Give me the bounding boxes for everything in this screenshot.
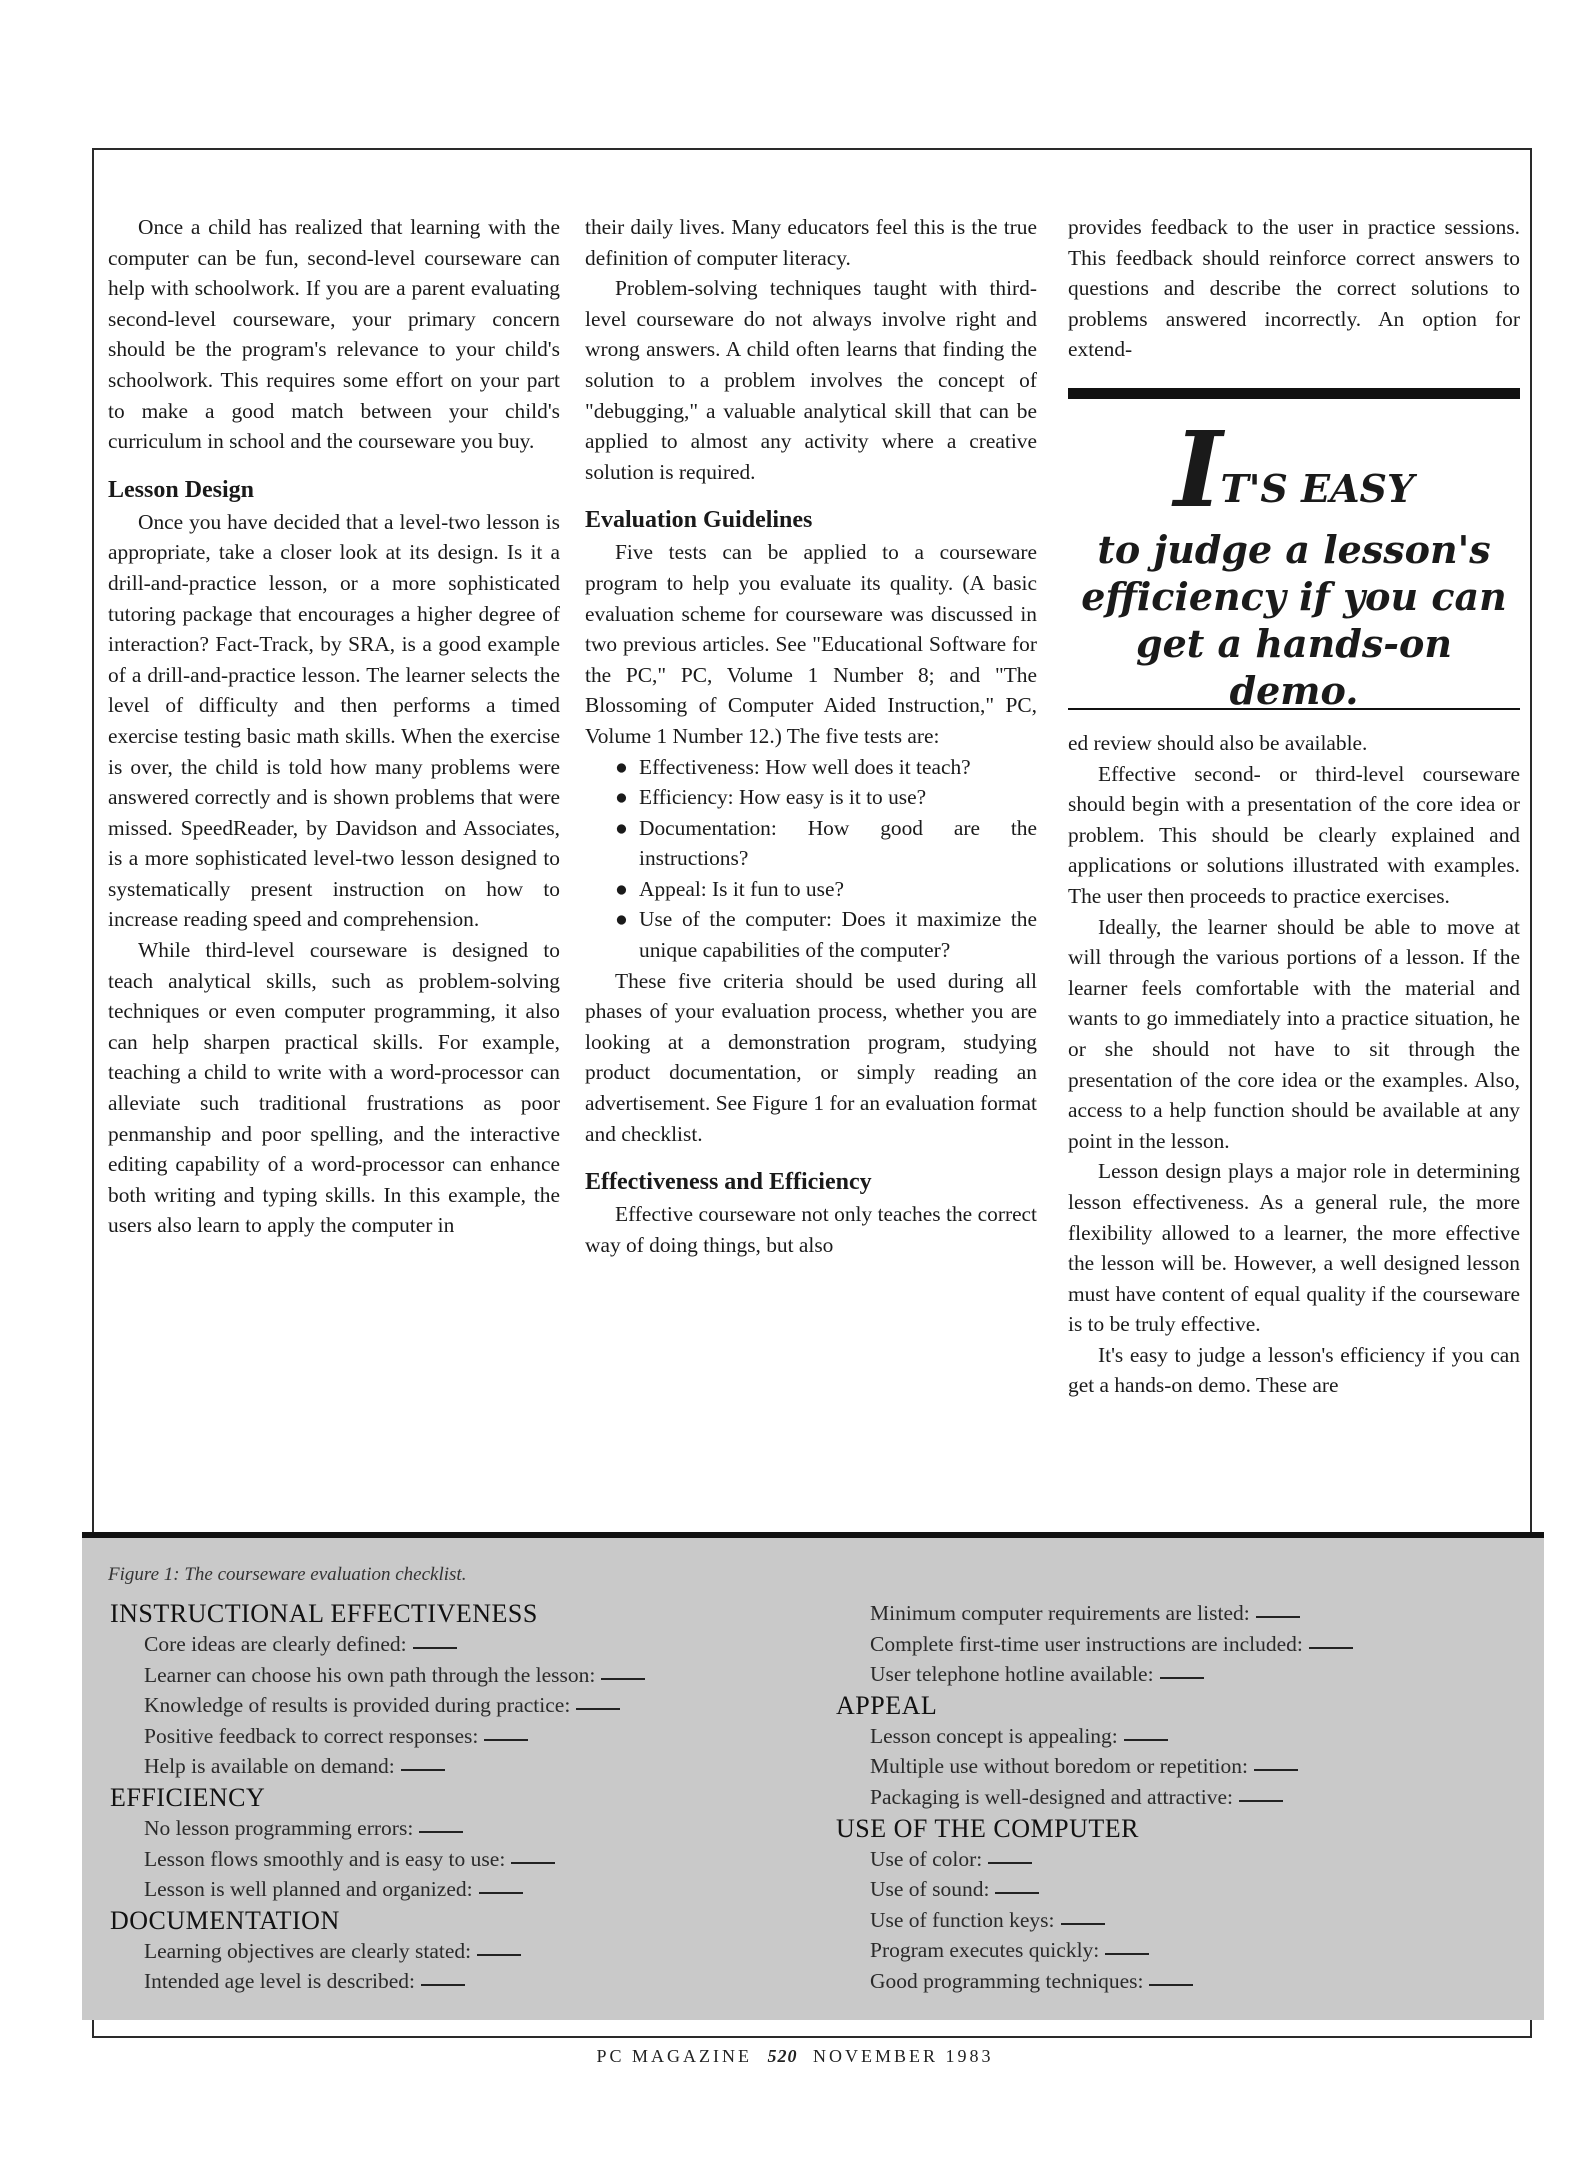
paragraph: These five criteria should be used during all phases of your evaluation process, whether you are looking at a demonstration program, studying product documentation, or simply reading an advertisement. See Figure 1 for an evaluation format and checklist. bbox=[585, 968, 1037, 1146]
checklist-heading: APPEAL bbox=[836, 1690, 938, 1720]
bullet-icon: ● bbox=[615, 907, 628, 932]
bullet-icon: ● bbox=[615, 785, 628, 810]
list-item: ● Documentation: How good are the instructions? bbox=[585, 813, 1037, 874]
article-column-3 bbox=[1068, 212, 1520, 365]
paragraph: Effective second- or third-level courseware should begin with a presentation of the core idea or problem. This should be clearly explained and applications or solutions illustrated with examples. The user then proceeds to practice exercises. bbox=[1068, 761, 1520, 908]
pull-quote bbox=[1068, 388, 1520, 713]
list-item: ● Appeal: Is it fun to use? bbox=[585, 874, 1037, 905]
checklist-item: Lesson concept is appealing: bbox=[836, 1721, 1526, 1752]
checklist-item: Learner can choose his own path through the lesson: bbox=[110, 1660, 810, 1691]
section-heading-evaluation: Evaluation Guidelines bbox=[585, 507, 813, 534]
checklist-item: Complete first-time user instructions are included: bbox=[836, 1629, 1526, 1660]
checklist-item: Program executes quickly: bbox=[836, 1935, 1526, 1966]
checklist-item: Knowledge of results is provided during practice: bbox=[110, 1690, 810, 1721]
checklist-item: Core ideas are clearly defined: bbox=[110, 1629, 810, 1660]
checklist-item: Lesson is well planned and organized: bbox=[110, 1874, 810, 1905]
checklist-heading: DOCUMENTATION bbox=[110, 1905, 340, 1935]
figure-caption: Figure 1: The courseware evaluation checklist. bbox=[108, 1564, 467, 1585]
checklist-item: Positive feedback to correct responses: bbox=[110, 1721, 810, 1752]
paragraph: Lesson design plays a major role in determining lesson effectiveness. As a general rule, the more flexibility allowed to a learner, the more effective the lesson will be. However, a well designed lesson must have content of equal quality if the courseware is to be truly effective. bbox=[1068, 1159, 1520, 1337]
checklist-item: Good programming techniques: bbox=[836, 1966, 1526, 1997]
article-column-2 bbox=[585, 212, 1037, 1260]
checklist-item: User telephone hotline available: bbox=[836, 1659, 1526, 1690]
criteria-list bbox=[585, 752, 1037, 966]
list-item: ● Efficiency: How easy is it to use? bbox=[585, 782, 1037, 813]
checklist-item: Lesson flows smoothly and is easy to use: bbox=[110, 1844, 810, 1875]
paragraph: Five tests can be applied to a courseware program to help you evaluate its quality. (A basic evaluation scheme for courseware was discussed in two previous articles. See "Educational Software for the PC," PC, Volume 1 Number 8; and "The Blossoming of Computer Aided Instruction," PC, Volume 1 Number 12.) The five tests are: bbox=[585, 540, 1037, 748]
bullet-icon: ● bbox=[615, 815, 628, 840]
pull-quote-text: to judge a lesson's efficiency if you can get a hands-on demo. bbox=[1081, 527, 1507, 713]
bullet-icon: ● bbox=[615, 876, 628, 901]
article-column-1 bbox=[108, 212, 560, 1241]
magazine-name: PC MAGAZINE bbox=[596, 2046, 752, 2066]
checklist-item: Multiple use without boredom or repetition: bbox=[836, 1751, 1526, 1782]
list-item: ● Use of the computer: Does it maximize the unique capabilities of the computer? bbox=[585, 904, 1037, 965]
page-number: 520 bbox=[767, 2046, 798, 2066]
checklist-item: Packaging is well-designed and attractive: bbox=[836, 1782, 1526, 1813]
checklist-item: No lesson programming errors: bbox=[110, 1813, 810, 1844]
paragraph: Once you have decided that a level-two lesson is appropriate, take a closer look at its design. Is it a drill-and-practice lesson, or a more sophisticated tutoring package that encourages a higher degree of interaction? Fact-Track, by SRA, is a good example of a drill-and-practice lesson. The learner selects the level of difficulty and then performs a timed exercise testing basic math skills. When the exercise is over, the child is told how many problems were answered correctly and is shown problems that were missed. SpeedReader, by Davidson and Associates, is a more sophisticated level-two lesson designed to systematically present instruction on how to increase reading speed and comprehension. bbox=[108, 509, 560, 932]
checklist-item: Intended age level is described: bbox=[110, 1966, 810, 1997]
checklist-item: Use of sound: bbox=[836, 1874, 1526, 1905]
pull-quote-first-line: IT'S EASY bbox=[1173, 408, 1415, 531]
paragraph: Effective courseware not only teaches the correct way of doing things, but also bbox=[585, 1202, 1037, 1257]
paragraph: their daily lives. Many educators feel this is the true definition of computer literacy. bbox=[585, 215, 1037, 270]
checklist-right-column bbox=[836, 1598, 1526, 1997]
checklist-heading: EFFICIENCY bbox=[110, 1782, 266, 1812]
checklist-item: Help is available on demand: bbox=[110, 1751, 810, 1782]
checklist-item: Use of function keys: bbox=[836, 1905, 1526, 1936]
checklist-item: Minimum computer requirements are listed: bbox=[836, 1598, 1526, 1629]
evaluation-checklist-figure bbox=[82, 1532, 1544, 2020]
paragraph: Once a child has realized that learning with the computer can be fun, second-level courseware can help with schoolwork. If you are a parent evaluating second-level courseware, your primary concern should be the program's relevance to your child's schoolwork. This requires some effort on your part to make a good match between your child's curriculum in school and the courseware you buy. bbox=[108, 215, 560, 454]
issue-date: NOVEMBER 1983 bbox=[813, 2046, 994, 2066]
paragraph: It's easy to judge a lesson's efficiency if you can get a hands-on demo. These are bbox=[1068, 1342, 1520, 1398]
article-column-3-continued bbox=[1068, 728, 1520, 1401]
bullet-icon: ● bbox=[615, 754, 628, 779]
paragraph: Problem-solving techniques taught with third-level courseware do not always involve right and wrong answers. A child often learns that finding the solution to a problem involves the concept of "debugging," a valuable analytical skill that can be applied to almost any activity where a creative solution is required. bbox=[585, 276, 1037, 484]
section-heading-effectiveness: Effectiveness and Efficiency bbox=[585, 1169, 872, 1196]
paragraph: ed review should also be available. bbox=[1068, 731, 1368, 755]
checklist-item: Learning objectives are clearly stated: bbox=[110, 1936, 810, 1967]
paragraph: provides feedback to the user in practice sessions. This feedback should reinforce correct answers to questions and describe the correct solutions to problems answered incorrectly. An option for extend- bbox=[1068, 215, 1520, 362]
checklist-heading: USE OF THE COMPUTER bbox=[836, 1813, 1140, 1843]
list-item: ● Effectiveness: How well does it teach? bbox=[585, 752, 1037, 783]
paragraph: Ideally, the learner should be able to move at will through the various portions of a lesson. If the learner feels comfortable with the material and wants to go immediately into a practice situation, he or she should not have to sit through the presentation of the core idea or the examples. Also, access to a help function should be available at any point in the lesson. bbox=[1068, 914, 1520, 1153]
paragraph: While third-level courseware is designed to teach analytical skills, such as problem-solving techniques or even computer programming, it also can help sharpen practical skills. For example, teaching a child to write with a word-processor can alleviate such traditional frustrations as poor penmanship and poor spelling, and the interactive editing capability of a word-processor can enhance both writing and typing skills. In this example, the users also learn to apply the computer in bbox=[108, 938, 560, 1238]
checklist-heading: INSTRUCTIONAL EFFECTIVENESS bbox=[110, 1599, 538, 1628]
page-footer bbox=[0, 2046, 1590, 2067]
section-heading-lesson-design: Lesson Design bbox=[108, 476, 255, 503]
checklist-left-column bbox=[110, 1598, 810, 1997]
checklist-item: Use of color: bbox=[836, 1844, 1526, 1875]
